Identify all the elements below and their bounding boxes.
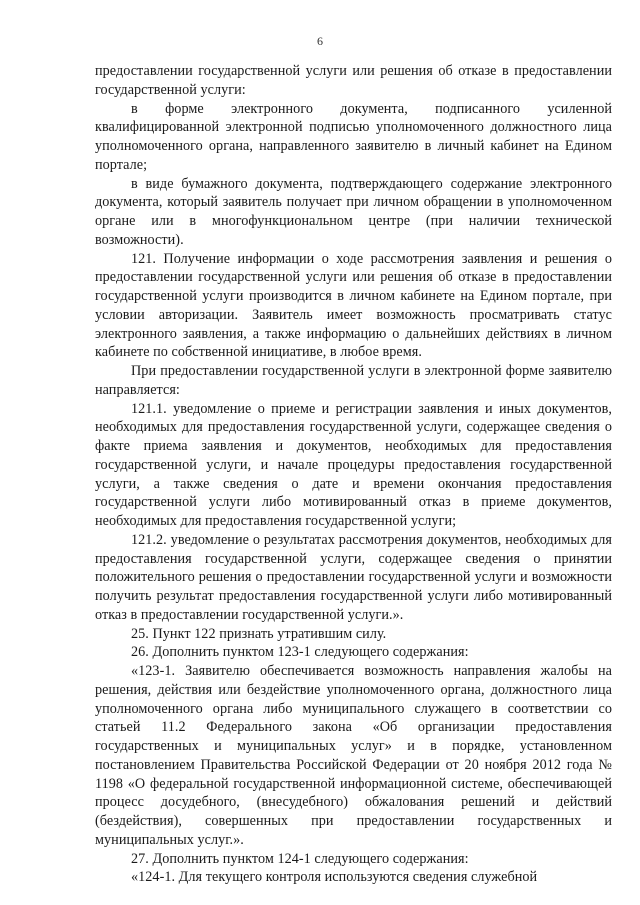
paragraph-electronic-form: в форме электронного документа, подписанного усиленной квалифицированной электронной подписью уполномоченного должностного лица уполномоченного органа, направленного заявителю в личный кабинет на Едином портале; — [95, 100, 612, 173]
paragraph-notification-intro: При предоставлении государственной услуги в электронной форме заявителю направляется: — [95, 363, 612, 398]
paragraph-123-1: «123-1. Заявителю обеспечивается возможность направления жалобы на решения, действия или бездействие уполномоченного органа, должностного лица уполномоченного органа либо муниципального служащего в соответствии со статьей 11.2 Федерального закона «Об организации предоставления государственных и муниципальных услуг» и в порядке, установленном постановлением Правительства Российской Федерации от 20 ноября 2012 года № 1198 «О федеральной государственной информационной системе, обеспечивающей процесс досудебного, (внесудебного) обжалования решений и действий (бездействия), совершенных при предоставлении государственных и муниципальных услуг.». — [95, 663, 612, 848]
paragraph-121-1: 121.1. уведомление о приеме и регистрации заявления и иных документов, необходимых для предоставления государственной услуги, содержащее сведения о факте приема заявления и документов, необходимых для предоставления государственной услуги, и начале процедуры предоставления государственной услуги, а также сведения о дате и времени окончания предоставления государственной услуги либо мотивированный отказ в приеме документов, необходимых для предоставления государственной услуги; — [95, 400, 612, 529]
paragraph-item-26: 26. Дополнить пунктом 123-1 следующего содержания: — [131, 644, 469, 661]
paragraph-item-25: 25. Пункт 122 признать утратившим силу. — [131, 625, 387, 642]
document-body — [95, 62, 612, 887]
page-number: 6 — [317, 34, 323, 48]
paragraph-paper-form: в виде бумажного документа, подтверждающего содержание электронного документа, который заявитель получает при личном обращении в уполномоченном органе или в многофункциональном центре (при наличии технической возможности). — [95, 175, 612, 248]
paragraph-121-2: 121.2. уведомление о результатах рассмотрения документов, необходимых для предоставления государственной услуги, содержащее сведения о принятии положительного решения о предоставлении государственной услуги и возможности получить результат предоставления государственной услуги либо мотивированный отказ в предоставлении государственной услуги.». — [95, 531, 612, 623]
paragraph-124-1: «124-1. Для текущего контроля используются сведения служебной — [131, 869, 538, 886]
paragraph-121: 121. Получение информации о ходе рассмотрения заявления и решения о предоставлении государственной услуги или решения об отказе в предоставлении государственной услуги производится в личном кабинете на Едином портале, при условии авторизации. Заявитель имеет возможность просматривать статус электронного заявления, а также информацию о дальнейших действиях в личном кабинете по собственной инициативе, в любое время. — [95, 250, 612, 361]
paragraph-item-27: 27. Дополнить пунктом 124-1 следующего содержания: — [131, 850, 469, 867]
paragraph-result-intro: предоставлении государственной услуги или решения об отказе в предоставлении государственной услуги: — [95, 63, 612, 98]
